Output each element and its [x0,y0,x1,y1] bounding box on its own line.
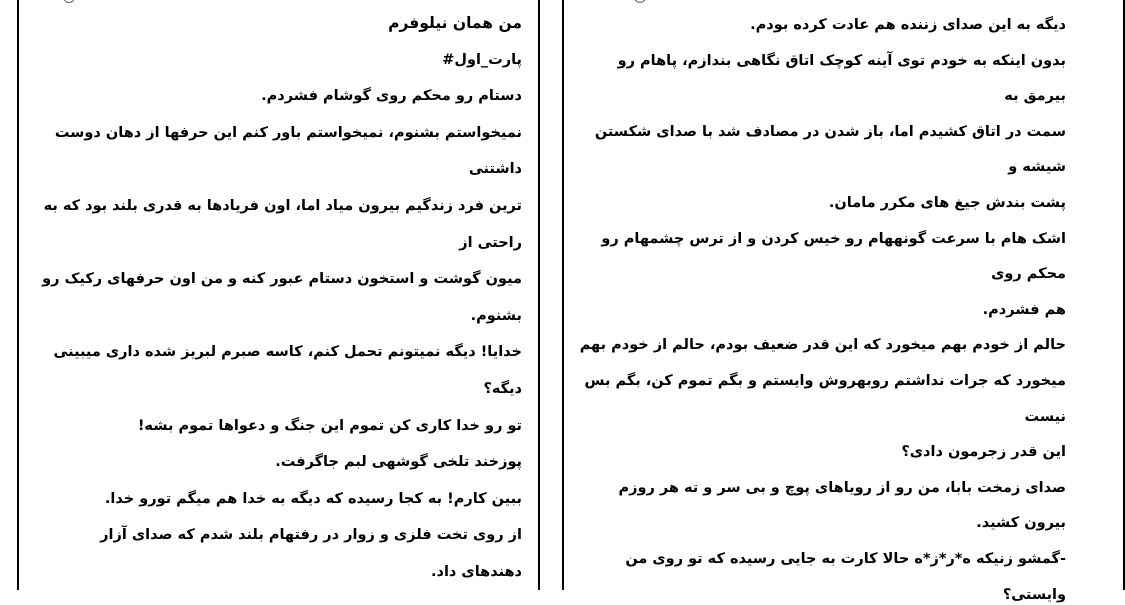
text-line: نیست [1024,408,1066,425]
text-line: ترین فرد زندگیم بیرون میاد اما، اون فریادها به قدری بلند بود که به [43,197,522,214]
text-line: بیرمق به [1004,88,1066,105]
text-line: هم فشردم. [982,301,1066,318]
text-line: پشت بندش جیغ های مکرر مامان. [828,194,1066,211]
story-title: من همان نیلوفرم [388,14,522,32]
page-marker-icon [63,0,75,3]
text-line: دهندهای داد. [431,563,522,580]
text-line: اشک هام با سرعت گونههام رو خیس کردن و از ترس چشمهام رو [601,230,1066,247]
text-line: میخورد که جرات نداشتم روبهروش وایستم و بگم تموم کن، بگم بس [584,372,1066,389]
text-line: دیگه به این صدای زننده هم عادت کرده بودم. [750,17,1066,33]
document-page-left [17,0,540,590]
text-line: دستام رو محکم روی گوشام فشردم. [261,88,522,105]
document-page-right [562,0,1125,603]
text-line: سمت در اتاق کشیدم اما، باز شدن در مصادف شد با صدای شکستن [594,123,1066,140]
text-line: از روی تخت فلزی و زوار در رفتهام بلند شدم که صدای آزار [100,527,522,544]
text-line: دیگه؟ [483,380,522,397]
text-line: -گمشو زنیکه ه*ر*ز*ه حالا کارت به جایی رسیده که تو روی من [625,550,1066,567]
text-line: بدون اینکه به خودم توی آینه کوچک اتاق نگاهی بندازم، پاهام رو [617,52,1066,69]
text-line: داشتنی [468,161,522,178]
text-line: تو رو خدا کاری کن تموم این جنگ و دعواها تموم بشه! [137,417,522,434]
text-line: میون گوشت و استخون دستام عبور کنه و من اون حرفهای رکیک رو [42,271,522,288]
text-line: حالم از خودم بهم میخورد که این قدر ضعیف بودم، حالم از خودم بهم [579,337,1066,354]
text-line: شیشه و [1008,159,1066,176]
text-line: راحتی از [459,234,522,251]
text-line: پارت_اول# [442,51,522,68]
page-marker-icon [634,0,646,3]
page-gutter [540,0,562,590]
text-line: ببین کارم! به کجا رسیده که دیگه به خدا هم میگم تورو خدا. [104,490,522,507]
page-text-right [579,16,1066,603]
text-line: این قدر زجرمون دادی؟ [901,444,1066,461]
page-text-left [42,14,522,590]
text-line: صدای زمخت بابا، من رو از رویاهای پوچ و بی سر و ته هر روزم [618,479,1066,496]
text-line: بشنوم. [470,307,522,324]
text-line: محکم روی [991,266,1066,283]
text-line: خدایا! دیگه نمیتونم تحمل کنم، کاسه صبرم لبریز شده داری میبینی [53,344,522,361]
text-line: نمیخواستم بشنوم، نمیخواستم باور کنم این حرفها از دهان دوست [54,124,522,141]
text-line: وایستی؟ [1002,586,1066,603]
text-line: بیرون کشید. [976,515,1066,532]
text-line: پوزخند تلخی گوشهی لبم جاگرفت. [275,454,522,471]
